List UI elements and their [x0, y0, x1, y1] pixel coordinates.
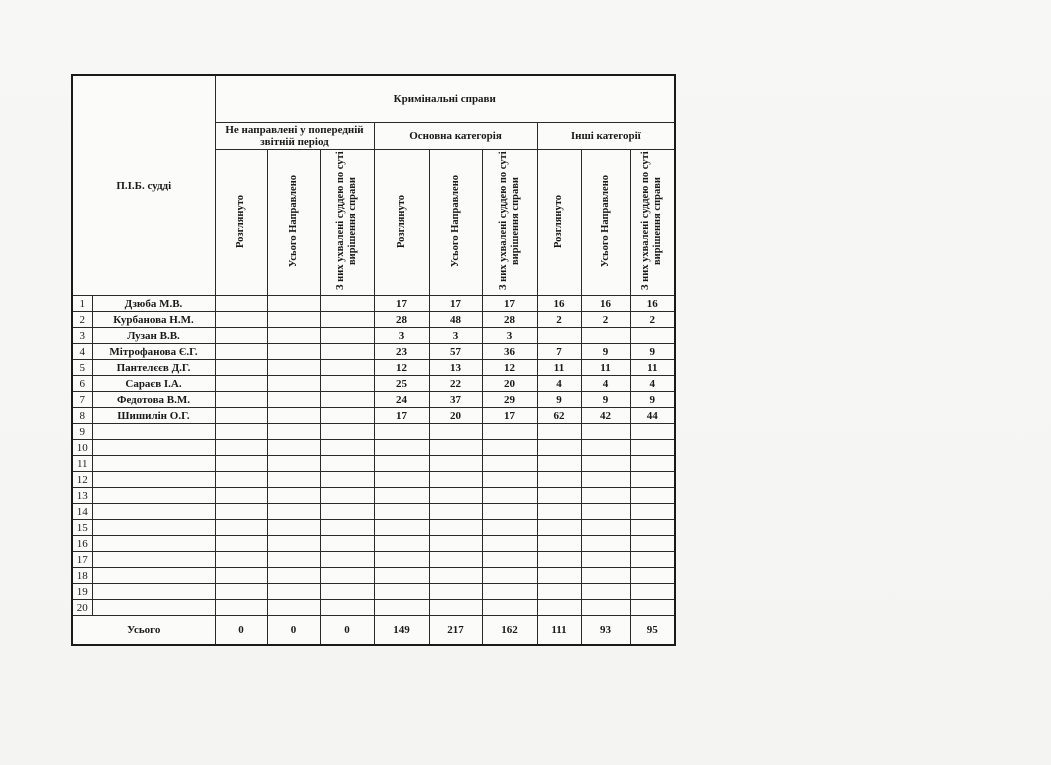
value-cell [320, 504, 374, 520]
value-cell: 17 [429, 296, 482, 312]
value-cell [267, 536, 320, 552]
row-number: 11 [72, 456, 92, 472]
table-row [72, 376, 675, 392]
value-cell [429, 504, 482, 520]
judge-name: Пантелєєв Д.Г. [92, 360, 215, 376]
value-cell [267, 392, 320, 408]
value-cell [267, 440, 320, 456]
row-number: 18 [72, 568, 92, 584]
row-number: 10 [72, 440, 92, 456]
value-cell: 25 [374, 376, 429, 392]
judge-name [92, 456, 215, 472]
value-cell: 48 [429, 312, 482, 328]
value-cell [581, 504, 630, 520]
value-cell [429, 584, 482, 600]
value-cell [215, 520, 267, 536]
row-number: 7 [72, 392, 92, 408]
total-cell: 111 [537, 616, 581, 646]
total-cell: 0 [215, 616, 267, 646]
value-cell: 17 [374, 296, 429, 312]
value-cell [215, 360, 267, 376]
table-row [72, 360, 675, 376]
value-cell [215, 376, 267, 392]
value-cell [267, 424, 320, 440]
value-cell: 16 [537, 296, 581, 312]
value-cell: 57 [429, 344, 482, 360]
table-row [72, 344, 675, 360]
value-cell [320, 488, 374, 504]
value-cell [630, 520, 675, 536]
value-cell [267, 456, 320, 472]
value-cell [320, 312, 374, 328]
value-cell [267, 408, 320, 424]
value-cell [215, 424, 267, 440]
value-cell [429, 600, 482, 616]
value-cell: 20 [482, 376, 537, 392]
column-header: Розглянуто [215, 150, 267, 296]
value-cell [630, 328, 675, 344]
table-row [72, 600, 675, 616]
value-cell [267, 312, 320, 328]
value-cell [267, 568, 320, 584]
value-cell [215, 536, 267, 552]
value-cell [215, 344, 267, 360]
row-number: 9 [72, 424, 92, 440]
value-cell [267, 552, 320, 568]
value-cell: 11 [630, 360, 675, 376]
table-row [72, 520, 675, 536]
judge-name [92, 488, 215, 504]
value-cell [537, 456, 581, 472]
value-cell [374, 424, 429, 440]
value-cell: 9 [537, 392, 581, 408]
row-number: 12 [72, 472, 92, 488]
judge-name [92, 600, 215, 616]
value-cell [482, 584, 537, 600]
value-cell [215, 488, 267, 504]
value-cell [320, 472, 374, 488]
criminal-cases-report-table [71, 74, 676, 646]
value-cell: 11 [537, 360, 581, 376]
value-cell [537, 536, 581, 552]
judge-name: Федотова В.М. [92, 392, 215, 408]
value-cell: 4 [537, 376, 581, 392]
value-cell [215, 328, 267, 344]
table-row [72, 440, 675, 456]
column-header: Розглянуто [537, 150, 581, 296]
row-number: 6 [72, 376, 92, 392]
value-cell: 12 [482, 360, 537, 376]
value-cell [320, 520, 374, 536]
value-cell [267, 488, 320, 504]
value-cell [581, 520, 630, 536]
value-cell [630, 440, 675, 456]
value-cell [320, 376, 374, 392]
value-cell [215, 568, 267, 584]
value-cell [630, 552, 675, 568]
value-cell [267, 376, 320, 392]
value-cell [267, 504, 320, 520]
value-cell [537, 328, 581, 344]
value-cell [215, 600, 267, 616]
value-cell: 16 [581, 296, 630, 312]
table-row [72, 584, 675, 600]
value-cell [267, 328, 320, 344]
judge-name: Шишилін О.Г. [92, 408, 215, 424]
row-number: 4 [72, 344, 92, 360]
value-cell [482, 440, 537, 456]
value-cell [537, 568, 581, 584]
row-number: 15 [72, 520, 92, 536]
judge-name: Лузан В.В. [92, 328, 215, 344]
value-cell [630, 600, 675, 616]
row-number: 17 [72, 552, 92, 568]
value-cell: 13 [429, 360, 482, 376]
value-cell: 4 [581, 376, 630, 392]
total-label: Усього [72, 616, 215, 646]
value-cell [537, 488, 581, 504]
value-cell [630, 536, 675, 552]
value-cell: 42 [581, 408, 630, 424]
table-row [72, 504, 675, 520]
column-header: З них ухвалені суддею по суті вирішення справи [320, 150, 374, 296]
value-cell: 28 [374, 312, 429, 328]
value-cell [320, 344, 374, 360]
judge-name: Дзюба М.В. [92, 296, 215, 312]
value-cell [215, 584, 267, 600]
value-cell [581, 456, 630, 472]
value-cell [267, 520, 320, 536]
judge-name-header: П.І.Б. судді [72, 75, 215, 296]
value-cell [429, 552, 482, 568]
value-cell: 9 [581, 392, 630, 408]
value-cell: 22 [429, 376, 482, 392]
judge-name: Курбанова Н.М. [92, 312, 215, 328]
value-cell: 16 [630, 296, 675, 312]
value-cell [374, 600, 429, 616]
value-cell: 20 [429, 408, 482, 424]
value-cell: 17 [482, 296, 537, 312]
column-header: Усього Направлено [267, 150, 320, 296]
value-cell [630, 456, 675, 472]
total-cell: 93 [581, 616, 630, 646]
value-cell: 3 [429, 328, 482, 344]
table-row [72, 328, 675, 344]
value-cell [215, 456, 267, 472]
group-header-not-sent: Не направлені у попередній звітній період [215, 123, 374, 150]
value-cell [429, 488, 482, 504]
value-cell [482, 424, 537, 440]
table-row [72, 408, 675, 424]
value-cell: 17 [482, 408, 537, 424]
value-cell: 2 [537, 312, 581, 328]
table-title: Кримінальні справи [215, 75, 675, 123]
column-header: Усього Направлено [429, 150, 482, 296]
value-cell [374, 488, 429, 504]
value-cell [482, 568, 537, 584]
value-cell: 29 [482, 392, 537, 408]
value-cell: 36 [482, 344, 537, 360]
value-cell [482, 520, 537, 536]
group-header-other-categories: Інші категорії [537, 123, 675, 150]
judge-name [92, 520, 215, 536]
row-number: 8 [72, 408, 92, 424]
value-cell [537, 504, 581, 520]
value-cell [630, 424, 675, 440]
value-cell [581, 568, 630, 584]
value-cell: 4 [630, 376, 675, 392]
value-cell [267, 360, 320, 376]
column-header: Усього Направлено [581, 150, 630, 296]
value-cell [581, 440, 630, 456]
value-cell [374, 568, 429, 584]
value-cell [537, 600, 581, 616]
value-cell [267, 296, 320, 312]
value-cell [581, 600, 630, 616]
value-cell: 9 [630, 392, 675, 408]
value-cell [215, 312, 267, 328]
value-cell [482, 552, 537, 568]
value-cell [482, 472, 537, 488]
table-row [72, 392, 675, 408]
value-cell: 17 [374, 408, 429, 424]
value-cell [320, 408, 374, 424]
table-body [72, 296, 675, 616]
value-cell [374, 456, 429, 472]
value-cell [537, 440, 581, 456]
value-cell [429, 440, 482, 456]
judge-name [92, 584, 215, 600]
row-number: 5 [72, 360, 92, 376]
value-cell: 28 [482, 312, 537, 328]
value-cell [429, 456, 482, 472]
value-cell [320, 600, 374, 616]
row-number: 19 [72, 584, 92, 600]
table-row [72, 536, 675, 552]
row-number: 1 [72, 296, 92, 312]
row-number: 14 [72, 504, 92, 520]
value-cell [429, 520, 482, 536]
value-cell [374, 504, 429, 520]
value-cell: 37 [429, 392, 482, 408]
value-cell [429, 536, 482, 552]
value-cell [374, 584, 429, 600]
value-cell: 3 [374, 328, 429, 344]
value-cell [374, 440, 429, 456]
value-cell [581, 424, 630, 440]
value-cell [374, 520, 429, 536]
value-cell [482, 504, 537, 520]
total-cell: 0 [267, 616, 320, 646]
table-row [72, 552, 675, 568]
value-cell [215, 504, 267, 520]
value-cell: 2 [630, 312, 675, 328]
column-header: З них ухвалені суддею по суті вирішення справи [630, 150, 675, 296]
table-row [72, 568, 675, 584]
value-cell: 12 [374, 360, 429, 376]
value-cell [320, 536, 374, 552]
row-number: 13 [72, 488, 92, 504]
judge-name [92, 424, 215, 440]
total-row [72, 616, 675, 646]
value-cell: 3 [482, 328, 537, 344]
row-number: 2 [72, 312, 92, 328]
value-cell [215, 552, 267, 568]
value-cell: 9 [581, 344, 630, 360]
value-cell [482, 456, 537, 472]
value-cell [581, 584, 630, 600]
value-cell [630, 472, 675, 488]
value-cell: 11 [581, 360, 630, 376]
judge-name [92, 504, 215, 520]
table-row [72, 296, 675, 312]
value-cell [482, 536, 537, 552]
value-cell: 44 [630, 408, 675, 424]
value-cell: 23 [374, 344, 429, 360]
total-cell: 217 [429, 616, 482, 646]
column-header: Розглянуто [374, 150, 429, 296]
judge-name [92, 568, 215, 584]
value-cell [267, 472, 320, 488]
row-number: 20 [72, 600, 92, 616]
value-cell [320, 456, 374, 472]
value-cell [267, 344, 320, 360]
table-row [72, 424, 675, 440]
value-cell [320, 392, 374, 408]
judge-name: Сараєв І.А. [92, 376, 215, 392]
value-cell [482, 488, 537, 504]
judge-name [92, 536, 215, 552]
value-cell [215, 472, 267, 488]
value-cell [581, 536, 630, 552]
value-cell [429, 568, 482, 584]
value-cell: 24 [374, 392, 429, 408]
value-cell [537, 424, 581, 440]
judge-name: Мітрофанова Є.Г. [92, 344, 215, 360]
value-cell [537, 472, 581, 488]
value-cell [630, 584, 675, 600]
value-cell [215, 408, 267, 424]
value-cell [320, 424, 374, 440]
value-cell [581, 472, 630, 488]
value-cell: 62 [537, 408, 581, 424]
value-cell [537, 520, 581, 536]
value-cell [630, 488, 675, 504]
table-row [72, 456, 675, 472]
value-cell [482, 600, 537, 616]
value-cell [581, 552, 630, 568]
value-cell [537, 584, 581, 600]
value-cell [581, 488, 630, 504]
value-cell [267, 600, 320, 616]
value-cell [320, 568, 374, 584]
value-cell [320, 552, 374, 568]
total-cell: 149 [374, 616, 429, 646]
group-header-main-category: Основна категорія [374, 123, 537, 150]
judge-name [92, 552, 215, 568]
value-cell [320, 360, 374, 376]
value-cell [429, 472, 482, 488]
column-header: З них ухвалені суддею по суті вирішення справи [482, 150, 537, 296]
table-row [72, 488, 675, 504]
value-cell: 9 [630, 344, 675, 360]
value-cell [215, 392, 267, 408]
total-cell: 162 [482, 616, 537, 646]
value-cell [374, 536, 429, 552]
total-cell: 0 [320, 616, 374, 646]
value-cell [267, 584, 320, 600]
table-row [72, 472, 675, 488]
value-cell [320, 584, 374, 600]
value-cell [374, 472, 429, 488]
value-cell [215, 440, 267, 456]
value-cell [429, 424, 482, 440]
table-row [72, 312, 675, 328]
value-cell: 2 [581, 312, 630, 328]
row-number: 16 [72, 536, 92, 552]
value-cell [537, 552, 581, 568]
value-cell: 7 [537, 344, 581, 360]
value-cell [630, 504, 675, 520]
value-cell [320, 296, 374, 312]
row-number: 3 [72, 328, 92, 344]
total-cell: 95 [630, 616, 675, 646]
value-cell [581, 328, 630, 344]
judge-name [92, 472, 215, 488]
value-cell [320, 328, 374, 344]
value-cell [215, 296, 267, 312]
value-cell [374, 552, 429, 568]
judge-name [92, 440, 215, 456]
value-cell [320, 440, 374, 456]
value-cell [630, 568, 675, 584]
